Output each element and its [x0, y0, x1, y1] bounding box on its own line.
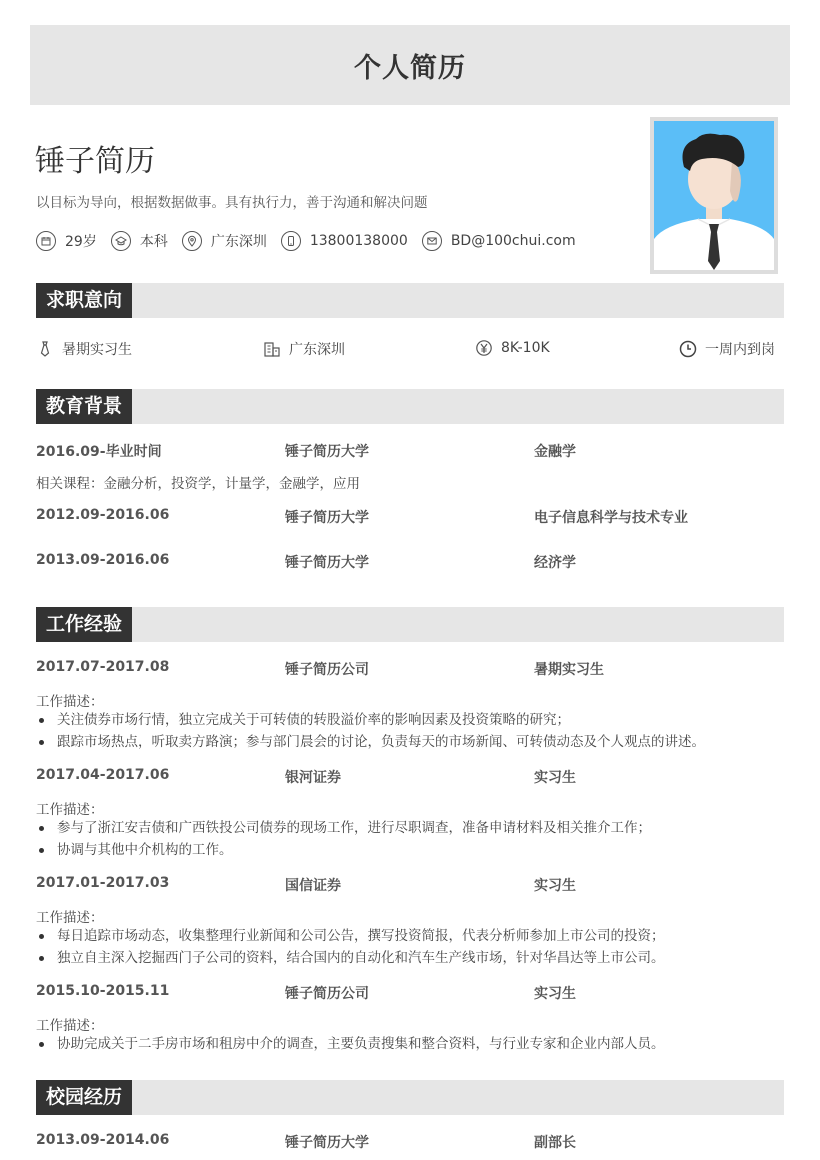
- work-date: 2017.01-2017.03: [36, 875, 170, 891]
- education-major: 金融学: [534, 444, 576, 460]
- avatar-illustration: [654, 121, 774, 270]
- campus-date: 2013.09-2014.06: [36, 1132, 170, 1148]
- page-title: 个人简历: [354, 52, 466, 84]
- education-date: 2013.09-2016.06: [36, 552, 170, 568]
- mail-icon: [422, 231, 442, 251]
- work-date: 2017.04-2017.06: [36, 767, 170, 783]
- work-bullet: 协调与其他中介机构的工作。: [36, 839, 651, 861]
- education-school: 锤子简历大学: [285, 444, 369, 460]
- intent-job: [36, 339, 132, 359]
- campus-entry: [36, 1132, 776, 1152]
- work-desc-label: 工作描述：: [36, 694, 104, 710]
- tie-icon: [36, 340, 54, 358]
- education-courses: 相关课程：金融分析，投资学，计量学，金融学，应用: [36, 476, 360, 492]
- contact-email[interactable]: [422, 231, 576, 251]
- age-text: 29岁: [65, 234, 97, 250]
- campus-school: 锤子简历大学: [285, 1135, 369, 1151]
- education-school: 锤子简历大学: [285, 555, 369, 571]
- education-entry: [36, 507, 776, 527]
- graduation-cap-icon: [111, 231, 131, 251]
- work-bullet: 每日追踪市场动态，收集整理行业新闻和公司公告，撰写投资简报，代表分析师参加上市公司的投资；: [36, 925, 665, 947]
- work-bullet: 独立自主深入挖掘西门子公司的资料，结合国内的自动化和汽车生产线市场，针对华昌达等上市公司。: [36, 947, 665, 969]
- intent-city: [263, 339, 345, 359]
- education-school: 锤子简历大学: [285, 510, 369, 526]
- work-bullets: [36, 925, 665, 969]
- work-desc-label: 工作描述：: [36, 910, 104, 926]
- work-entry: [36, 875, 776, 895]
- job-intent-row: [36, 339, 776, 359]
- section-campus: [36, 1080, 784, 1115]
- contact-degree: [111, 231, 168, 251]
- intent-salary-text: 8K-10K: [501, 340, 550, 356]
- calendar-icon: [36, 231, 56, 251]
- work-bullet: 跟踪市场热点，听取卖方路演；参与部门晨会的讨论，负责每天的市场新闻、可转债动态及个人观点的讲述。: [36, 731, 705, 753]
- work-entry: [36, 983, 776, 1003]
- education-entry: [36, 552, 776, 572]
- phone-text: 13800138000: [309, 233, 408, 249]
- intent-job-text: 暑期实习生: [62, 342, 132, 358]
- campus-role: 副部长: [534, 1135, 576, 1151]
- section-title-campus: 校园经历: [36, 1080, 132, 1115]
- work-desc-label: 工作描述：: [36, 1018, 104, 1034]
- candidate-motto: 以目标为导向，根据数据做事。具有执行力，善于沟通和解决问题: [36, 195, 428, 211]
- degree-text: 本科: [139, 234, 168, 250]
- email-text: BD@100chui.com: [450, 233, 576, 249]
- intent-availability: [679, 339, 775, 359]
- work-company: 国信证券: [285, 878, 341, 894]
- education-entry: [36, 441, 776, 461]
- education-major: 电子信息科学与技术专业: [534, 510, 688, 526]
- candidate-name: 锤子简历: [35, 144, 155, 179]
- section-title-work: 工作经验: [36, 607, 132, 642]
- work-role: 暑期实习生: [534, 662, 604, 678]
- contact-info: [36, 231, 590, 251]
- work-role: 实习生: [534, 878, 576, 894]
- work-company: 锤子简历公司: [285, 662, 369, 678]
- profile-photo: [650, 117, 778, 274]
- work-bullets: [36, 1033, 665, 1055]
- education-major: 经济学: [534, 555, 576, 571]
- section-intent: [36, 283, 784, 318]
- work-date: 2017.07-2017.08: [36, 659, 170, 675]
- section-title-education: 教育背景: [36, 389, 132, 424]
- page-header: [30, 25, 790, 105]
- work-entry: [36, 659, 776, 679]
- work-company: 银河证券: [285, 770, 341, 786]
- work-bullet: 关注债券市场行情，独立完成关于可转债的转股溢价率的影响因素及投资策略的研究；: [36, 709, 705, 731]
- yen-icon: [475, 339, 493, 357]
- work-company: 锤子简历公司: [285, 986, 369, 1002]
- work-date: 2015.10-2015.11: [36, 983, 170, 999]
- contact-location: [182, 231, 267, 251]
- education-date: 2012.09-2016.06: [36, 507, 170, 523]
- section-title-intent: 求职意向: [36, 283, 132, 318]
- clock-icon: [679, 340, 697, 358]
- contact-age: [36, 231, 97, 251]
- intent-salary: [475, 339, 550, 357]
- work-bullet: 参与了浙江安吉债和广西铁投公司债券的现场工作，进行尽职调查，准备申请材料及相关推介工作；: [36, 817, 651, 839]
- work-role: 实习生: [534, 770, 576, 786]
- education-date: 2016.09-毕业时间: [36, 444, 162, 460]
- work-bullets: [36, 709, 705, 753]
- contact-phone[interactable]: [281, 231, 408, 251]
- work-entry: [36, 767, 776, 787]
- section-work: [36, 607, 784, 642]
- work-role: 实习生: [534, 986, 576, 1002]
- location-pin-icon: [182, 231, 202, 251]
- work-desc-label: 工作描述：: [36, 802, 104, 818]
- work-bullet: 协助完成关于二手房市场和租房中介的调查，主要负责搜集和整合资料，与行业专家和企业内部人员。: [36, 1033, 665, 1055]
- work-bullets: [36, 817, 651, 861]
- phone-icon: [281, 231, 301, 251]
- section-education: [36, 389, 784, 424]
- location-text: 广东深圳: [210, 234, 267, 250]
- intent-city-text: 广东深圳: [289, 342, 345, 358]
- intent-availability-text: 一周内到岗: [705, 342, 775, 358]
- building-icon: [263, 340, 281, 358]
